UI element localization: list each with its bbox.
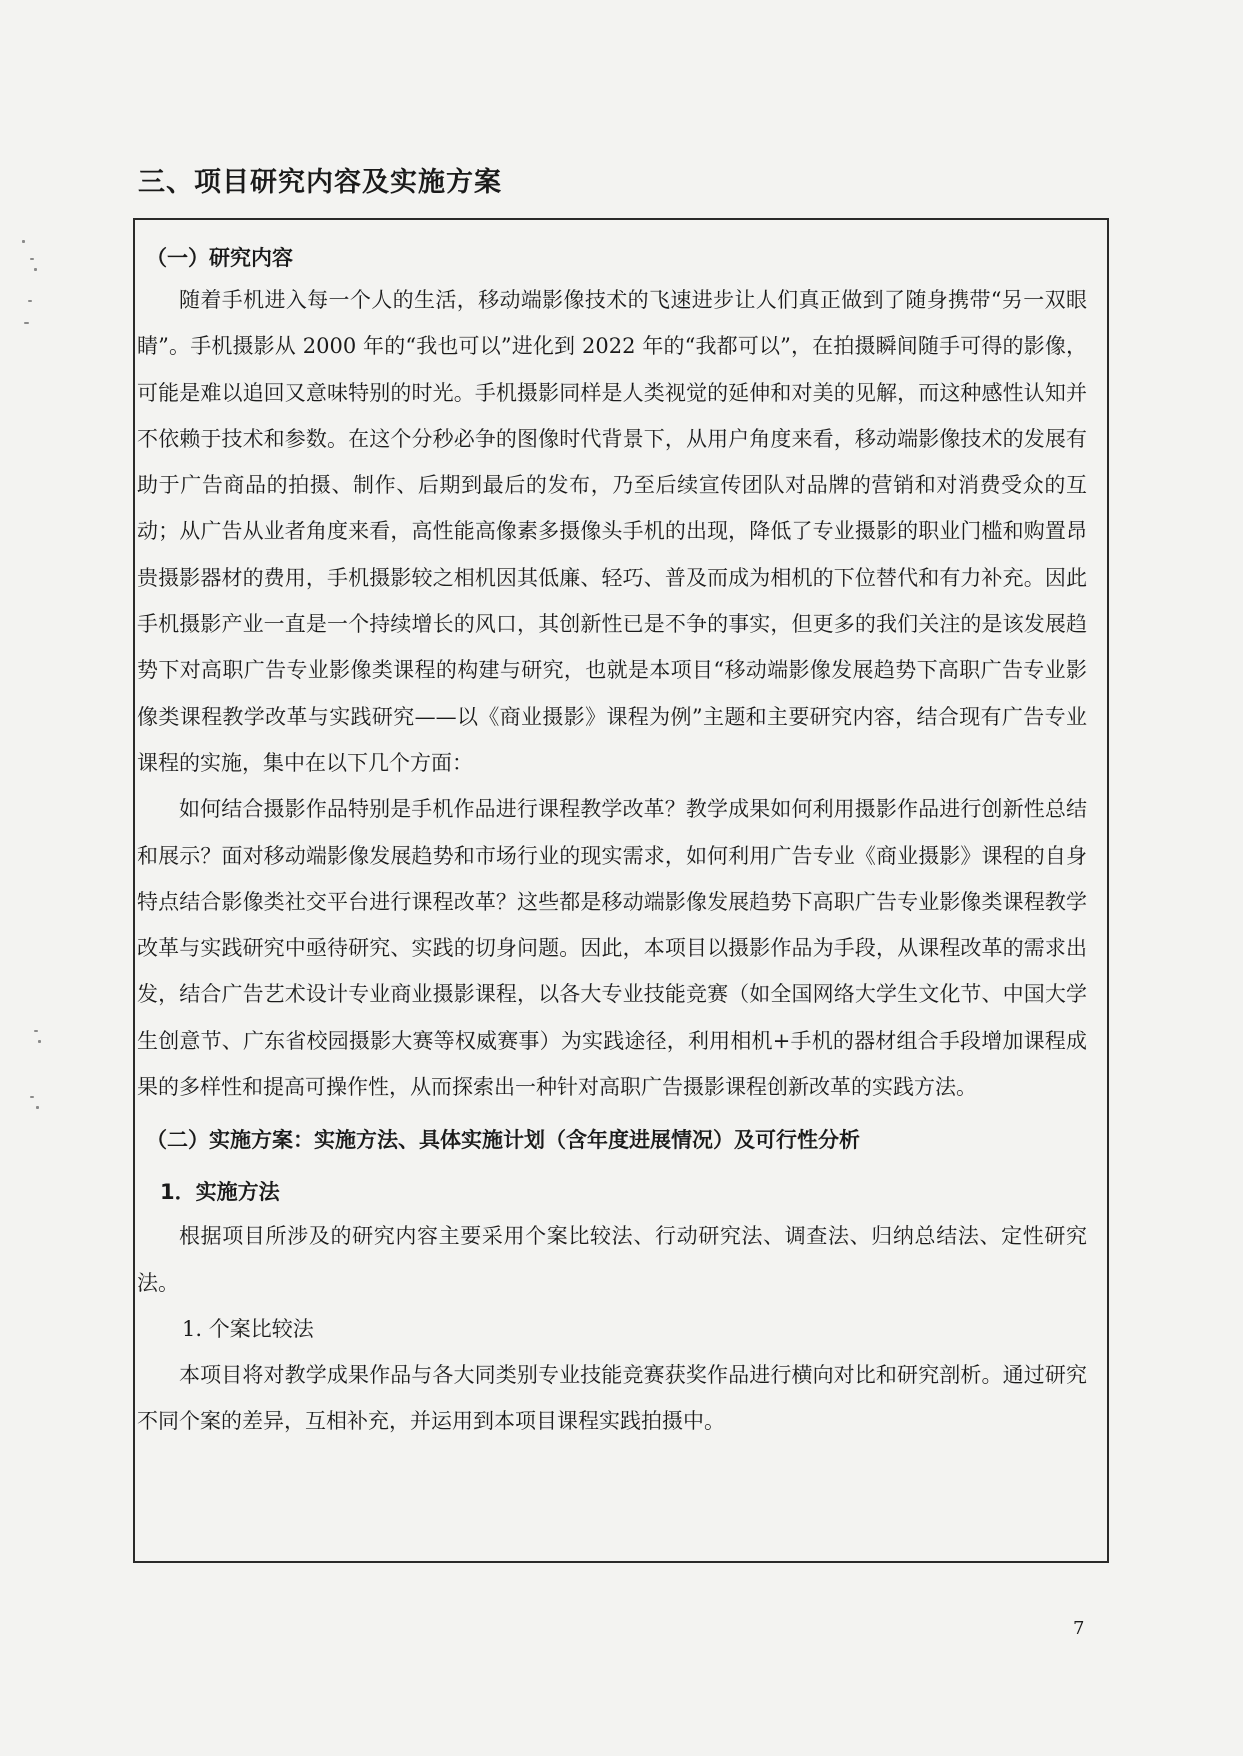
scan-speck (22, 240, 25, 243)
case-comparison-label: 1. 个案比较法 (182, 1316, 314, 1341)
research-paragraph-1: 随着手机进入每一个人的生活，移动端影像技术的飞速进步让人们真正做到了随身携带“另一双眼睛”。手机摄影从 2000 年的“我也可以”进化到 2022 年的“我都可以”，在拍摄瞬间随手可得的影像，可能是难以追回又意味特别的时光。手机摄影同样是人类视觉的延伸和对美的见解，而这种感性认知并不依赖于技术和参数。在这个分秒必争的图像时代背景下，从用户角度来看，移动端影像技术的发展有助于广告商品的拍摄、制作、后期到最后的发布，乃至后续宣传团队对品牌的营销和对消费受众的互动；从广告从业者角度来看，高性能高像素多摄像头手机的出现，降低了专业摄影的职业门槛和购置昂贵摄影器材的费用，手机摄影较之相机因其低廉、轻巧、普及而成为相机的下位替代和有力补充。因此手机摄影产业一直是一个持续增长的风口，其创新性已是不争的事实，但更多的我们关注的是该发展趋势下对高职广告专业影像类课程的构建与研究，也就是本项目“移动端影像发展趋势下高职广告专业影像类课程教学改革与实践研究——以《商业摄影》课程为例”主题和主要研究内容，结合现有广告专业课程的实施，集中在以下几个方面： (137, 288, 1087, 775)
content-frame (133, 218, 1109, 1563)
scan-speck (38, 1040, 41, 1043)
scan-speck (30, 258, 34, 260)
scan-speck (28, 300, 32, 302)
scan-speck (24, 322, 29, 324)
implementation-method-title: 1．实施方法 (160, 1180, 280, 1205)
research-content-heading: （一）研究内容 (146, 246, 293, 270)
implementation-method-intro: 根据项目所涉及的研究内容主要采用个案比较法、行动研究法、调查法、归纳总结法、定性研究法。 (137, 1224, 1087, 1295)
section-title: 三、项目研究内容及实施方案 (138, 167, 502, 198)
scan-speck (34, 1030, 38, 1032)
page-number: 7 (1073, 1618, 1085, 1639)
scan-speck (34, 268, 37, 271)
frame-content (135, 220, 1107, 1561)
scan-speck (30, 1096, 34, 1098)
research-paragraph-2: 如何结合摄影作品特别是手机作品进行课程教学改革？教学成果如何利用摄影作品进行创新性总结和展示？面对移动端影像发展趋势和市场行业的现实需求，如何利用广告专业《商业摄影》课程的自身特点结合影像类社交平台进行课程改革？这些都是移动端影像发展趋势下高职广告专业影像类课程教学改革与实践研究中亟待研究、实践的切身问题。因此，本项目以摄影作品为手段，从课程改革的需求出发，结合广告艺术设计专业商业摄影课程，以各大专业技能竞赛（如全国网络大学生文化节、中国大学生创意节、广东省校园摄影大赛等权威赛事）为实践途径，利用相机+手机的器材组合手段增加课程成果的多样性和提高可操作性，从而探索出一种针对高职广告摄影课程创新改革的实践方法。 (137, 797, 1087, 1100)
scan-speck (36, 1106, 39, 1109)
case-comparison-text: 本项目将对教学成果作品与各大同类别专业技能竞赛获奖作品进行横向对比和研究剖析。通过研究不同个案的差异，互相补充，并运用到本项目课程实践拍摄中。 (137, 1362, 1087, 1434)
implementation-heading: （二）实施方案：实施方法、具体实施计划（含年度进展情况）及可行性分析 (146, 1128, 860, 1153)
